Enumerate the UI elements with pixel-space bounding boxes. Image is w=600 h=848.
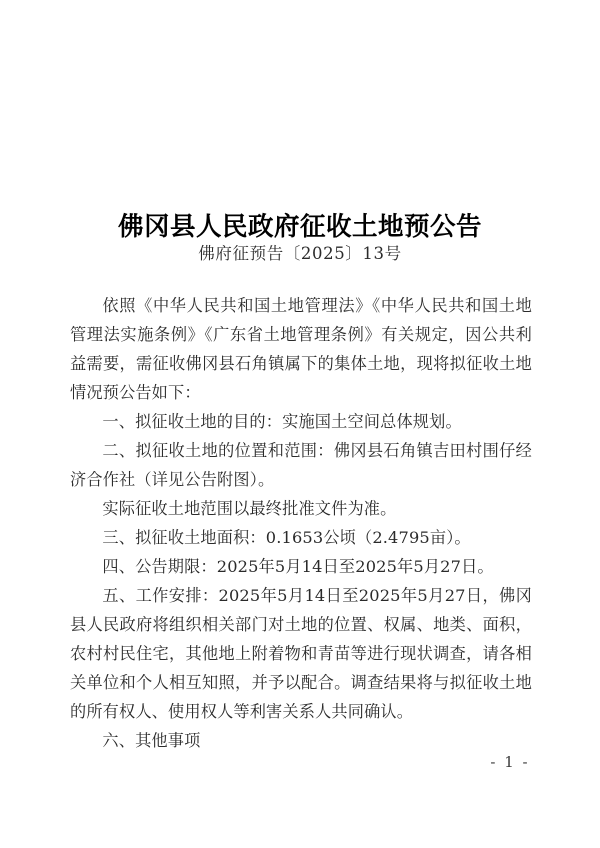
paragraph-item-3-area: 三、拟征收土地面积：0.1653公顷（2.4795亩）。	[102, 528, 471, 547]
paragraph-item-2-location: 二、拟征收土地的位置和范围：佛冈县石角镇吉田村围仔经济合作社（详见公告附图）。	[70, 441, 532, 489]
paragraph-item-5-arrangement: 五、工作安排：2025年5月14日至2025年5月27日，佛冈县人民政府将组织相关部门对土地的位置、权属、地类、面积，农村村民住宅，其他地上附着物和青苗等进行现状调查，请各相关单位和个人相互知照，并予以配合。调查结果将与拟征收土地的所有权人、使用权人等利害关系人共同确认。	[70, 586, 532, 721]
page-footer	[0, 753, 600, 771]
document-body	[70, 291, 532, 755]
page-number-label: - 1 -	[490, 753, 530, 771]
paragraph-item-2-note: 实际征收土地范围以最终批准文件为准。	[102, 499, 397, 518]
paragraph-item-4-period: 四、公告期限：2025年5月14日至2025年5月27日。	[102, 557, 494, 576]
paragraph-item-6-other: 六、其他事项	[102, 731, 201, 750]
paragraph-item-1-purpose: 一、拟征收土地的目的：实施国土空间总体规划。	[102, 412, 462, 431]
document-number: 佛府征预告〔2025〕13号	[198, 244, 402, 263]
page-title: 佛冈县人民政府征收土地预公告	[117, 212, 482, 243]
paragraph-preamble: 依照《中华人民共和国土地管理法》《中华人民共和国土地管理法实施条例》《广东省土地管理条例》有关规定，因公共利益需要，需征收佛冈县石角镇属下的集体土地，现将拟征收土地情况预公告如下：	[70, 296, 532, 402]
